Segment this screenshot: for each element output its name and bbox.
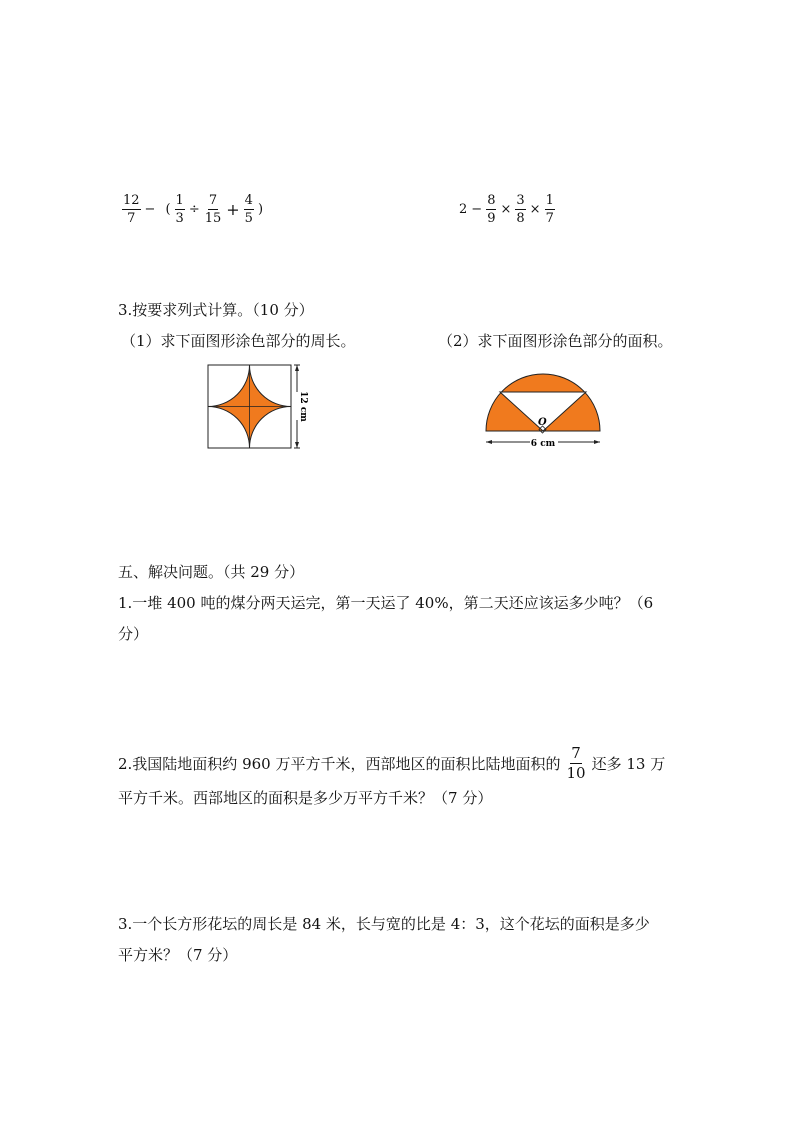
- fraction: $\frac{3}{8}$: [516, 193, 525, 226]
- center-label: O: [538, 417, 547, 428]
- figure-star-square: [205, 362, 308, 452]
- fraction: $\frac{12}{7}$: [123, 193, 140, 226]
- problem-3-line1: 3.一个长方形花坛的周长是 84 米，长与宽的比是 4：3，这个花坛的面积是多少: [118, 915, 650, 933]
- problem-1-line1: 1.一堆 400 吨的煤分两天运完，第一天运了 40%，第二天还应该运多少吨？（6: [118, 594, 654, 612]
- problem-2-line2: 平方千米。西部地区的面积是多少万平方千米？（7 分）: [118, 789, 493, 807]
- calc-expression-left: $\frac{12}{7}$ − ( $\frac{1}{3}$ ÷ $\frac{7}{15}$ + $\frac{4}{5}$ ): [123, 193, 264, 226]
- fraction: $\frac{7}{15}$: [204, 193, 222, 226]
- dimension-label: 6 cm: [530, 439, 556, 449]
- problem-2-line1: 2.我国陆地面积约 960 万平方千米，西部地区的面积比陆地面积的 $\frac{7}{10}$ 还多 13 万: [118, 744, 666, 782]
- fraction: $\frac{1}{7}$: [545, 193, 554, 226]
- question-2: （2）求下面图形涂色部分的面积。: [438, 332, 673, 350]
- fraction: $\frac{1}{3}$: [175, 193, 184, 226]
- section5-title: 五、解决问题。（共 29 分）: [118, 563, 305, 581]
- question-1: （1）求下面图形涂色部分的周长。: [121, 332, 356, 350]
- figure-semicircle: [480, 370, 610, 452]
- section3-title: 3.按要求列式计算。（10 分）: [118, 301, 314, 319]
- calc-expression-right: 2 − $\frac{8}{9}$ × $\frac{3}{8}$ × $\frac{1}{7}$: [459, 193, 554, 226]
- fraction: $\frac{7}{10}$: [566, 744, 586, 782]
- problem-1-line2: 分）: [118, 625, 149, 643]
- dimension-label: 12 cm: [298, 391, 308, 422]
- fraction: $\frac{8}{9}$: [487, 193, 496, 226]
- fraction: $\frac{4}{5}$: [244, 193, 253, 226]
- problem-3-line2: 平方米？（7 分）: [118, 946, 238, 964]
